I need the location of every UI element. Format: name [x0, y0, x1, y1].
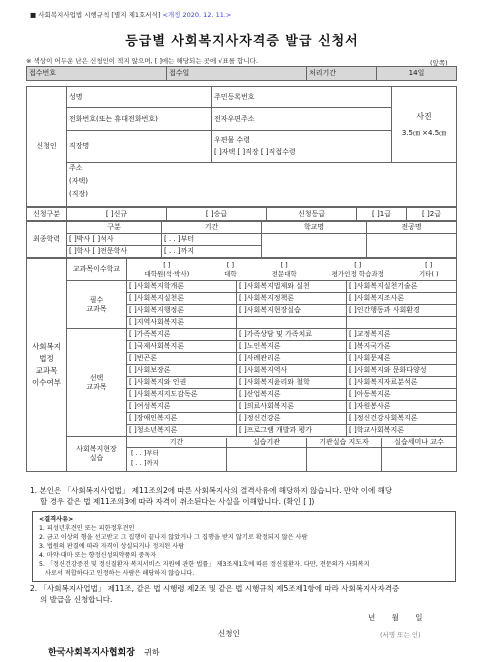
- course-item[interactable]: [ ]빈곤론: [127, 353, 237, 365]
- course-item[interactable]: [ ]청소년복지론: [127, 425, 237, 437]
- course-item[interactable]: [ ]사회복지실천론: [127, 293, 237, 305]
- practice-header: [127, 437, 457, 448]
- practice-col-institution: 실습기관: [227, 438, 307, 447]
- mail-receipt-label: 우편물 수령: [214, 136, 251, 144]
- institution-accredited-course[interactable]: [ ] 평가인정 학습과정: [331, 260, 384, 278]
- institution-other[interactable]: [ ] 기타( ): [418, 260, 439, 278]
- course-item[interactable]: [ ]가족복지론: [127, 329, 237, 341]
- applicant-table: [26, 86, 457, 207]
- photo-size: 3.5㎝ ×4.5㎝: [401, 128, 447, 137]
- courses-section-label: 사회복지 법정 교과목 이수여부: [27, 259, 67, 472]
- disqualification-item: 사로서 적합하다고 인정하는 사람은 해당하지 않습니다.: [39, 570, 195, 577]
- workplace-field[interactable]: 직장명: [67, 131, 212, 163]
- confirm-checkbox[interactable]: 할 경우 같은 법 제11조의3에 따라 자격이 취소된다는 사실을 이해합니다. (확인 [ ]): [40, 497, 315, 506]
- signer-label: 신청인: [218, 629, 240, 638]
- grade-label: 신청등급: [267, 208, 357, 221]
- courses-table: [26, 258, 457, 472]
- date-line[interactable]: 년 월 일: [368, 613, 423, 622]
- course-item[interactable]: [ ]사회복지자료분석론: [347, 377, 457, 389]
- email-field[interactable]: 전자우편주소: [212, 108, 392, 131]
- course-item[interactable]: [ ]사회복지행정론: [127, 305, 237, 317]
- course-item[interactable]: [ ]사회문제론: [347, 353, 457, 365]
- institution-college[interactable]: [ ] 전문대학: [271, 260, 297, 278]
- course-item[interactable]: [ ]노인복지론: [237, 341, 347, 353]
- course-item[interactable]: [ ]정신건강사회복지론: [347, 413, 457, 425]
- practice-col-supervisor: 기관실습 지도자: [307, 438, 382, 447]
- course-item[interactable]: [ ]지역사회복지론: [127, 317, 237, 329]
- practice-institution-field[interactable]: [227, 448, 307, 471]
- course-item[interactable]: [ ]사회복지법제와 실천: [237, 281, 347, 293]
- course-item[interactable]: [ ]인간행동과 사회환경: [347, 305, 457, 317]
- education-to[interactable]: [ . . ]까지: [162, 246, 262, 258]
- practice-col-period: 기간: [127, 438, 227, 447]
- course-item[interactable]: [ ]프로그램 개발과 평가: [237, 425, 347, 437]
- course-item[interactable]: [ ]자원봉사론: [347, 401, 457, 413]
- disqualification-item: 5. 「정신건강증진 및 정신질환자 복지서비스 지원에 관한 법률」 제3조제1호에 따른 정신질환자. 다만, 전문의가 사회복지: [39, 561, 370, 568]
- mail-receipt-field[interactable]: [212, 131, 392, 163]
- disqualification-item: 3. 법원의 판결에 따라 자격이 상실되거나 정지된 사람: [39, 543, 185, 550]
- course-item[interactable]: [ ]사회복지윤리와 철학: [237, 377, 347, 389]
- photo-box: [392, 87, 457, 163]
- practice-col-professor: 실습세미나 교수: [394, 437, 444, 446]
- page-mark: (앞쪽): [430, 59, 448, 67]
- practice-professor-field[interactable]: [382, 448, 456, 471]
- grade2-checkbox[interactable]: [ ]2급: [407, 208, 457, 221]
- course-item[interactable]: [ ]산업복지론: [237, 389, 347, 401]
- required-courses-label: 필수 교과목: [67, 281, 127, 329]
- resident-number-field[interactable]: 주민등록번호: [212, 87, 392, 108]
- applicant-section-label: 신청인: [27, 87, 67, 207]
- course-empty: [237, 317, 347, 329]
- course-item[interactable]: [ ]의료사회복지론: [237, 401, 347, 413]
- course-item[interactable]: [ ]사회복지역사: [237, 365, 347, 377]
- page-title: 등급별 사회복지사자격증 발급 신청서: [125, 34, 359, 49]
- revision-note: <개정 2020. 12. 11.>: [162, 11, 232, 19]
- course-item[interactable]: [ ]가족상담 및 가족치료: [237, 329, 347, 341]
- education-col-type: 구분: [67, 222, 162, 234]
- degree-checkbox-graduate[interactable]: [ ]박사 [ ]석사: [67, 234, 162, 246]
- education-col-school: 학교명: [262, 222, 367, 234]
- processing-period-value: 14일: [377, 67, 457, 81]
- disqualification-item: 2. 금고 이상의 형을 선고받고 그 집행이 끝나지 않았거나 그 집행을 받지 않기로 확정되지 않은 사람: [39, 534, 308, 541]
- institution-graduate-school[interactable]: [ ] 대학원(석·박사): [144, 260, 190, 278]
- degree-checkbox-undergraduate[interactable]: [ ]학사 [ ]전문학사: [67, 246, 162, 258]
- phone-field[interactable]: 전화번호(또는 휴대전화번호): [67, 108, 212, 131]
- course-item[interactable]: [ ]아동복지론: [347, 389, 457, 401]
- course-item[interactable]: [ ]사회보장론: [127, 365, 237, 377]
- practice-supervisor-field[interactable]: [307, 448, 382, 471]
- disqualification-item: 4. 마약·대마 또는 향정신성의약품의 중독자: [39, 552, 157, 559]
- form-reference: ■ 사회복지사업법 시행규칙 [별지 제1호서식] <개정 2020. 12. 11.>: [30, 11, 232, 19]
- education-from[interactable]: [ . . ]부터: [162, 234, 262, 246]
- course-item[interactable]: [ ]복지국가론: [347, 341, 457, 353]
- institution-university[interactable]: [ ] 대학: [224, 260, 237, 278]
- education-label: 최종학력: [27, 222, 67, 258]
- mail-receipt-options[interactable]: [ ]자택 [ ]직장 [ ]직접수령: [214, 148, 296, 156]
- new-checkbox[interactable]: [ ]신규: [67, 208, 167, 221]
- disqualification-title: <결격사유>: [39, 516, 74, 523]
- course-item[interactable]: [ ]장애인복지론: [127, 413, 237, 425]
- course-item[interactable]: [ ]여성복지론: [127, 401, 237, 413]
- course-item[interactable]: [ ]사회복지와 문화다양성: [347, 365, 457, 377]
- elective-courses-label: 선택 교과목: [67, 329, 127, 437]
- name-field[interactable]: 성명: [67, 87, 212, 108]
- grade1-checkbox[interactable]: [ ]1급: [357, 208, 407, 221]
- course-item[interactable]: [ ]사례관리론: [237, 353, 347, 365]
- instruction-text: ※ 색상이 어두운 난은 신청인이 적지 않으며, [ ]에는 해당되는 곳에 √표를 합니다.: [26, 57, 258, 65]
- application-form: [26, 66, 456, 472]
- major-name-field[interactable]: [367, 234, 457, 258]
- practice-values: [127, 448, 457, 472]
- practice-label: 사회복지현장 실습: [67, 437, 127, 472]
- course-item[interactable]: [ ]사회복지실천기술론: [347, 281, 457, 293]
- disqualification-box: [32, 511, 456, 582]
- processing-period-label: 처리기간: [307, 67, 377, 81]
- address-home-label: (자택): [69, 177, 88, 185]
- education-col-period: 기간: [162, 222, 262, 234]
- course-item[interactable]: [ ]국제사회복지론: [127, 341, 237, 353]
- course-item[interactable]: [ ]사회복지정책론: [237, 293, 347, 305]
- education-table: [26, 221, 457, 258]
- education-col-major: 전공명: [367, 222, 457, 234]
- application-type-label: 신청구분: [27, 208, 67, 221]
- statement-2: 2. 「사회복지사업법」 제11조, 같은 법 시행령 제2조 및 같은 법 시행규칙 제5조제1항에 따라 사회복지사자격증 의 발급을 신청합니다.: [30, 584, 400, 604]
- institution-label: 교과목이수학교: [67, 259, 127, 281]
- course-item[interactable]: [ ]교정복지론: [347, 329, 457, 341]
- signature-note[interactable]: (서명 또는 인): [380, 631, 421, 639]
- address-field[interactable]: [67, 163, 457, 207]
- recipient: 한국사회복지사협회장 귀하: [48, 648, 160, 658]
- school-name-field[interactable]: [262, 234, 367, 258]
- application-type-table: [26, 207, 457, 221]
- course-item[interactable]: [ ]사회복지현장실습: [237, 305, 347, 317]
- receipt-number: 접수번호: [27, 67, 167, 81]
- upgrade-checkbox[interactable]: [ ]승급: [167, 208, 267, 221]
- course-item[interactable]: [ ]사회복지와 인권: [127, 377, 237, 389]
- course-empty: [347, 317, 457, 329]
- institution-options[interactable]: [127, 259, 457, 281]
- course-item[interactable]: [ ]사회복지학개론: [127, 281, 237, 293]
- photo-title: 사진: [416, 111, 432, 121]
- course-item[interactable]: [ ]학교사회복지론: [347, 425, 457, 437]
- statement-1: 1. 본인은 「사회복지사업법」 제11조의2에 따른 사회복지사의 결격사유에 해당하지 않습니다. 만약 이에 해당 할 경우 같은 법 제11조의3에 따라 자격이 취소된다는 사실을 이해합니다. (확인 [ ]): [30, 485, 460, 507]
- disqualification-item: 1. 피성년후견인 또는 피한정후견인: [39, 525, 135, 532]
- course-item[interactable]: [ ]사회복지조사론: [347, 293, 457, 305]
- course-item[interactable]: [ ]정신건강론: [237, 413, 347, 425]
- practice-period-field[interactable]: [ . . ]부터 [ . . ]까지: [127, 448, 227, 471]
- address-work-label: (직장): [69, 190, 88, 198]
- address-label: 주소: [69, 164, 83, 172]
- receipt-table: [26, 66, 457, 81]
- course-item[interactable]: [ ]사회복지지도감독론: [127, 389, 237, 401]
- receipt-date: 접수일: [167, 67, 307, 81]
